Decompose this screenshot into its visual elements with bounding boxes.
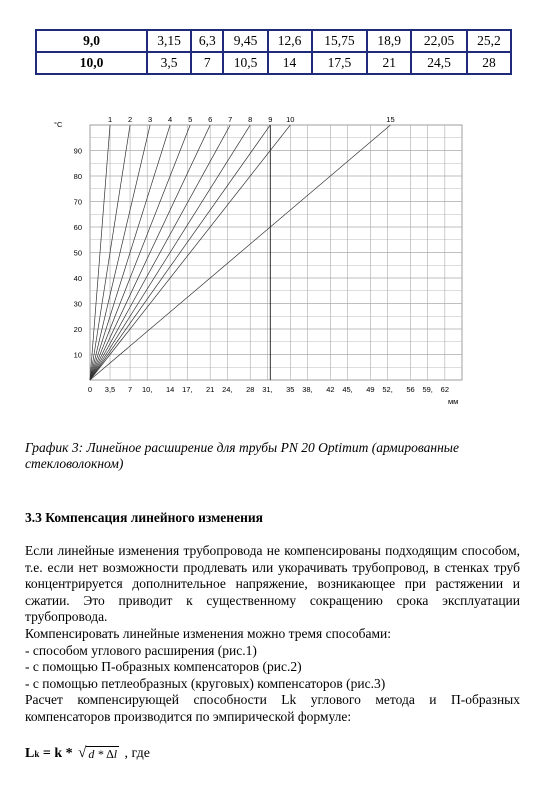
x-tick-label: 3,5 xyxy=(104,385,116,394)
x-tick-label: 45, xyxy=(342,385,353,394)
row-header: 9,0 xyxy=(36,30,147,52)
series-label-1: 1 xyxy=(107,115,113,124)
table-cell: 14 xyxy=(268,52,312,74)
table-row xyxy=(36,52,511,74)
paragraph: - способом углового расширения (рис.1) xyxy=(25,642,257,658)
series-label-2: 2 xyxy=(127,115,133,124)
table-cell: 18,9 xyxy=(367,30,411,52)
series-label-4: 4 xyxy=(168,115,173,124)
table-cell: 12,6 xyxy=(268,30,312,52)
y-tick-label: 10 xyxy=(73,350,82,360)
y-tick-label: 60 xyxy=(73,223,82,232)
series-label-7: 7 xyxy=(228,115,233,124)
x-tick-label: 56 xyxy=(406,385,415,394)
table-cell: 7 xyxy=(191,52,223,74)
x-tick-label: 10, xyxy=(142,385,153,394)
series-label-5: 5 xyxy=(188,115,193,124)
y-tick-label: 90 xyxy=(73,146,82,156)
series-label-9: 9 xyxy=(268,115,273,124)
paragraph: Расчет компенсирующей способности Lk углового метода и П-образных компенсаторов производится по эмпирической формуле: xyxy=(25,692,520,724)
table-cell: 22,05 xyxy=(411,30,467,52)
linear-expansion-chart xyxy=(0,105,547,405)
y-tick-label: 50 xyxy=(73,248,82,258)
x-tick-label: 0 xyxy=(87,385,93,394)
table-cell: 10,5 xyxy=(223,52,267,74)
x-tick-label: 31, xyxy=(262,385,273,394)
row-header: 10,0 xyxy=(36,52,147,74)
y-axis-label: °C xyxy=(54,120,63,129)
series-label-3: 3 xyxy=(148,115,153,124)
table-cell: 25,2 xyxy=(467,30,511,52)
table-cell: 3,5 xyxy=(147,52,191,74)
table-cell: 17,5 xyxy=(312,52,368,74)
x-tick-label: 52, xyxy=(382,385,393,394)
x-tick-label: 42 xyxy=(326,385,335,394)
x-tick-label: 17, xyxy=(182,385,193,394)
paragraph: - с помощью петлеобразных (круговых) компенсаторов (рис.3) xyxy=(25,675,386,691)
paragraph: Если линейные изменения трубопровода не компенсированы подходящим способом, т.е. если нет возможности продлевать или укорачивать трубопровод, в стенках труб концентрируется дополнительное напряжение, возникающее при растяжении и сжатии. Это приводит к существенному сокращению срока эксплуатации трубопровода. xyxy=(25,543,520,625)
table-cell: 28 xyxy=(467,52,511,74)
series-label-15: 15 xyxy=(386,115,395,124)
y-tick-label: 30 xyxy=(73,299,82,309)
formula-radicand: d * ∆l xyxy=(88,747,118,761)
x-tick-label: 21 xyxy=(206,385,215,394)
table-row xyxy=(36,30,511,52)
chart-caption: График 3: Линейное расширение для трубы PN 20 Optimum (армированные стекловолокном) xyxy=(25,440,459,471)
series-label-10: 10 xyxy=(286,115,295,124)
square-root xyxy=(78,745,119,762)
y-tick-label: 70 xyxy=(73,197,82,207)
table-cell: 6,3 xyxy=(191,30,223,52)
formula-lhs-sub: k xyxy=(34,748,40,759)
y-tick-label: 20 xyxy=(73,325,82,334)
body-text xyxy=(25,543,520,726)
table-cell: 3,15 xyxy=(147,30,191,52)
x-tick-label: 49 xyxy=(366,385,375,394)
series-label-6: 6 xyxy=(208,115,213,124)
x-tick-label: 35 xyxy=(286,385,295,394)
series-label-8: 8 xyxy=(248,115,253,124)
y-tick-label: 40 xyxy=(73,274,82,283)
x-tick-label: 7 xyxy=(127,385,133,394)
table-cell: 24,5 xyxy=(411,52,467,74)
x-tick-label: 14 xyxy=(165,385,175,394)
x-tick-label: 59, xyxy=(422,385,433,394)
formula-tail: , где xyxy=(121,745,150,761)
table-cell: 15,75 xyxy=(312,30,368,52)
x-tick-label: 24, xyxy=(222,385,233,394)
expansion-table xyxy=(35,29,512,75)
x-tick-label: 62 xyxy=(440,385,450,394)
radical-sign-icon: √ xyxy=(78,745,87,761)
paragraph: Компенсировать линейные изменения можно тремя способами: xyxy=(25,625,392,641)
x-tick-label: 38, xyxy=(302,385,313,394)
section-title: 3.3 Компенсация линейного изменения xyxy=(25,510,263,525)
y-tick-label: 80 xyxy=(73,172,82,181)
table-cell: 9,45 xyxy=(223,30,267,52)
paragraph: - с помощью П-образных компенсаторов (рис.2) xyxy=(25,659,302,675)
formula-eq: = k * xyxy=(39,745,77,761)
formula-lhs: L xyxy=(25,745,35,761)
x-axis-label: мм xyxy=(448,397,459,405)
table-cell: 21 xyxy=(367,52,411,74)
formula xyxy=(25,745,150,762)
x-tick-label: 28 xyxy=(246,385,255,394)
